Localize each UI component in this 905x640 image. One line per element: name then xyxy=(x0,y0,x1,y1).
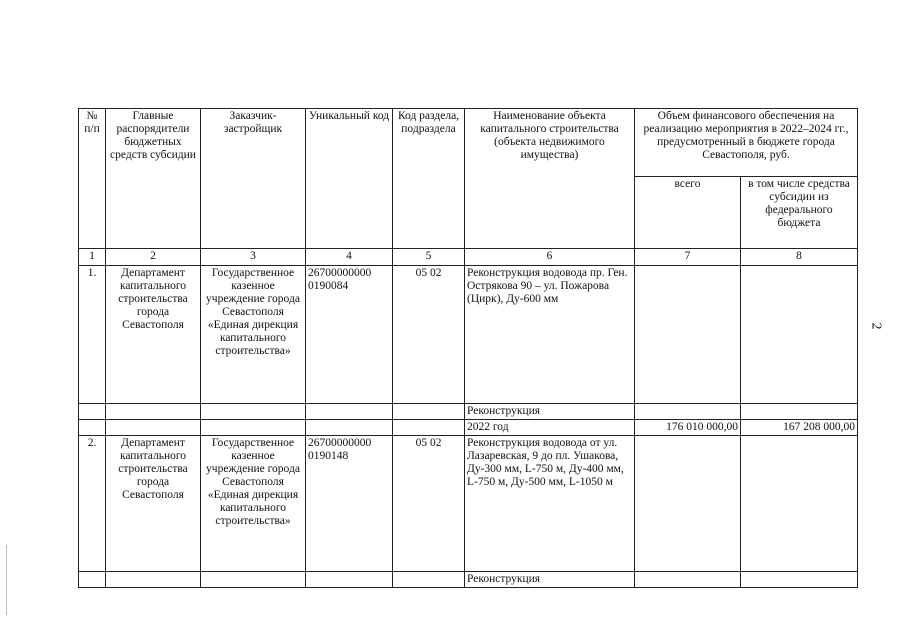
header-distributors: Главные распорядители бюджетных средств субсидии xyxy=(106,109,201,249)
row-year: 2022 год xyxy=(465,420,635,436)
table-row-type xyxy=(79,404,858,420)
header-federal: в том числе средства субсидии из федерального бюджета xyxy=(741,177,858,249)
table-row xyxy=(79,266,858,404)
col-number: 8 xyxy=(741,249,858,266)
column-numbers-row xyxy=(79,249,858,266)
row-object: Реконструкция водовода пр. Ген. Острякова 90 – ул. Пожарова (Цирк), Ду-600 мм xyxy=(465,266,635,404)
financing-table xyxy=(78,108,858,588)
row-num: 2. xyxy=(79,436,106,572)
table-row xyxy=(79,436,858,572)
table-row-year xyxy=(79,420,858,436)
row-type: Реконструкция xyxy=(465,404,635,420)
col-number: 2 xyxy=(106,249,201,266)
row-distributor: Департамент капитального строительства города Севастополя xyxy=(106,436,201,572)
row-section: 05 02 xyxy=(393,266,465,404)
row-customer: Государственное казенное учреждение города Севастополя «Единая дирекция капитального строительства» xyxy=(201,436,306,572)
row-code: 26700000000 0190084 xyxy=(306,266,393,404)
row-federal: 167 208 000,00 xyxy=(741,420,858,436)
row-distributor: Департамент капитального строительства города Севастополя xyxy=(106,266,201,404)
header-total: всего xyxy=(635,177,741,249)
row-total-empty xyxy=(635,266,741,404)
header-row xyxy=(79,109,858,177)
scan-edge-mark xyxy=(6,545,7,615)
header-customer: Заказчик-застройщик xyxy=(201,109,306,249)
header-volume: Объем финансового обеспечения на реализацию мероприятия в 2022–2024 гг., предусмотренный в бюджете города Севастополя, руб. xyxy=(635,109,858,177)
col-number: 1 xyxy=(79,249,106,266)
col-number: 7 xyxy=(635,249,741,266)
row-customer: Государственное казенное учреждение города Севастополя «Единая дирекция капитального строительства» xyxy=(201,266,306,404)
row-federal-empty xyxy=(741,266,858,404)
col-number: 3 xyxy=(201,249,306,266)
header-object: Наименование объекта капитального строительства (объекта недвижимого имущества) xyxy=(465,109,635,249)
table-row-type xyxy=(79,572,858,588)
col-number: 4 xyxy=(306,249,393,266)
page-number: 2 xyxy=(868,322,884,330)
row-total-empty xyxy=(635,436,741,572)
col-number: 5 xyxy=(393,249,465,266)
header-code: Уникальный код xyxy=(306,109,393,249)
row-object: Реконструкция водовода от ул. Лазаревская, 9 до пл. Ушакова, Ду-300 мм, L-750 м, Ду-400 мм, L-750 м, Ду-500 мм, L-1050 м xyxy=(465,436,635,572)
row-num: 1. xyxy=(79,266,106,404)
row-code: 26700000000 0190148 xyxy=(306,436,393,572)
row-total: 176 010 000,00 xyxy=(635,420,741,436)
row-section: 05 02 xyxy=(393,436,465,572)
col-number: 6 xyxy=(465,249,635,266)
row-type: Реконструкция xyxy=(465,572,635,588)
header-section: Код раздела, подраздела xyxy=(393,109,465,249)
row-federal-empty xyxy=(741,436,858,572)
header-num: № п/п xyxy=(79,109,106,249)
